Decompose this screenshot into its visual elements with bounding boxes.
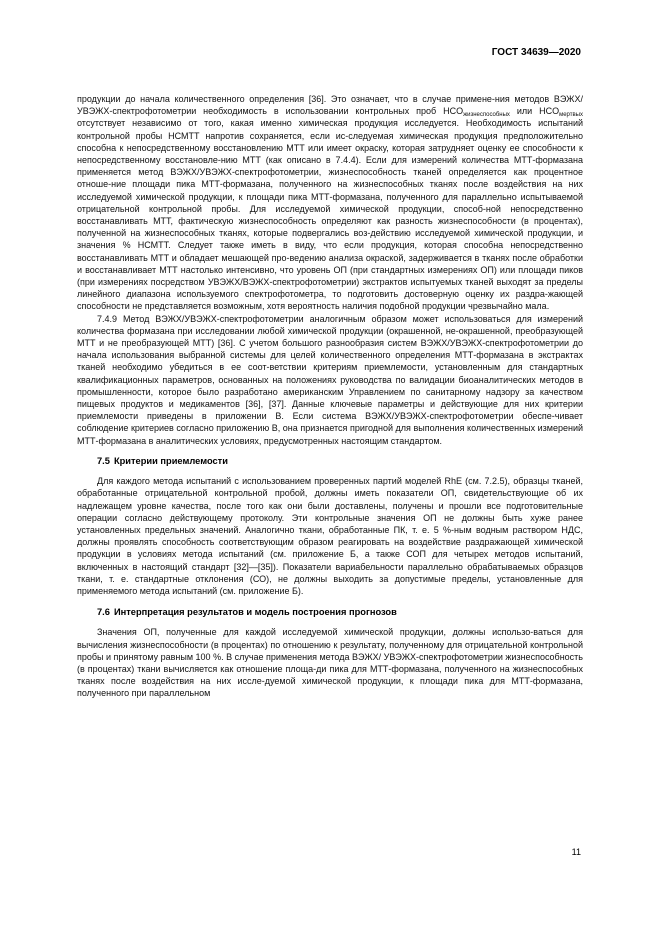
section-heading-7-5 xyxy=(77,455,583,467)
paragraph-1 xyxy=(77,93,583,313)
section-title: Критерии приемлемости xyxy=(113,455,228,466)
section-number: 7.6 xyxy=(97,607,110,618)
page-number: 11 xyxy=(571,847,581,857)
subscript-viable: жизнеспособных xyxy=(463,112,510,119)
subscript-dead: мертвых xyxy=(559,112,583,119)
paragraph-1-text-c: отсутствует независимо от того, какая именно химическая продукция исследуется. Необходимость испытаний контрольной пробы НСМТТ напротив сохраняется, если ис-следуемая химическая продукция предположительно способна к непосредственному восстановлению МТТ или имеет окраску, которая затрудняет оценку ее способности к непосредственному восстановле-нию МТТ (как описано в 7.4.4). Если для измерений количества МТТ-формазана применяется метод ВЭЖХ/УВЭЖХ-спектрофотометрии, жизнеспособность тканей определяется как процентное отноше-ние площади пика МТТ-формазана, полученного на жизнеспособных тканях после воздействия на них исследуемой химической продукции, к площади пика МТТ-формазана, полученного для параллельно испытываемой отрицательной контрольной пробы. Для исследуемой химической продукции, способ-ной непосредственно восстанавливать МТТ, фактическую жизнеспособность определяют как разность жизнеспособности (в процентах), полученной на жизнеспособных тканях, которые подвергались воз-действию исследуемой химической продукции, и значения % НСМТТ. Следует также иметь в виду, что если продукция, которая способна непосредственно восстанавливать МТТ и обладает мешающей про-ведению анализа окраской, задерживается в тканях после обработки и восстанавливает МТТ настолько интенсивно, что уровень ОП (при стандартных измерениях ОП) или площади пиков (при измерениях посредством УВЭЖХ/ВЭЖХ-спектрофотометрии) экстрактов испытуемых тканей выходят за пределы линейного диапазона используемого спектрофотометра, то подготовить достоверную оценку их раздра-жающей способности не представляется возможным, хотя вероятность наличия подобной продукции чрезвычайно мала. xyxy=(77,118,583,312)
document-body xyxy=(77,93,583,700)
section-number: 7.5 xyxy=(97,455,110,466)
paragraph-1-text-b: или HCO xyxy=(509,106,560,117)
paragraph-acceptance-criteria: Для каждого метода испытаний с использованием проверенных партий моделей RhE (см. 7.2.5), образцы тканей, обработанные отрицательной контрольной пробой, должны иметь показатели ОП, свидетельствующие об их надлежащем уровне качества, после того как они были доставлены, получены и прошли все подготовительные операции согласно действующему протоколу. Эти контрольные значения ОП не должны быть хуже ранее установленных предельных значений. Аналогично ткани, обработанные ПК, т. е. 5 %-ным водным раствором НДС, должны проявлять способность соответствующим образом реагировать на воздействие раздражающей химической продукции в условиях метода испытаний (см. приложение Б, а также СОП для четырех методов испытаний, включенных в настоящий стандарт [32]—[35]). Показатели вариабельности параллельно обрабатываемых образцов ткани, т. е. стандартные отклонения (СО), не должны выходить за допустимые пределы, установленные для применяемого метода испытаний (см. приложение Б). xyxy=(77,476,583,596)
standard-designation: ГОСТ 34639—2020 xyxy=(491,47,581,58)
paragraph-interpretation: Значения ОП, полученные для каждой исследуемой химической продукции, должны использо-ваться для вычисления жизнеспособности (в процентах) по отношению к результату, полученному для отрицательной контрольной пробы и принятому равным 100 %. В случае применения метода ВЭЖХ/ УВЭЖХ-спектрофотометрии жизнеспособность (в процентах) ткани вычисляется как отношение площа-ди пика для МТТ-формазана, полученного на жизнеспособных тканях после воздействия на них иссле-дуемой химической продукции, к площади пика для МТТ-формазана, полученного при параллельном xyxy=(77,627,583,699)
section-title: Интерпретация результатов и модель построения прогнозов xyxy=(113,607,397,618)
paragraph-7-4-9: 7.4.9 Метод ВЭЖХ/УВЭЖХ-спектрофотометрии аналогичным образом может использоваться для измерений количества формазана при исследовании любой химической продукции (окрашенной, не-окрашенной, преобразующей МТТ и не преобразующей МТТ) [36]. С учетом большого разнообразия систем ВЭЖХ/УВЭЖХ-спектрофотометрии до начала использования выбранной системы для целей количественного определения МТТ-формазана в экстрактах тканей необходимо убедиться в ее соот-ветствии критериям приемлемости, установленным для стандартных квалификационных параметров, основанных на положениях руководства по валидации биоаналитических методов в промышленности, которое было разработано американским Управлением по санитарному надзору за качеством пищевых продуктов и медикаментов [36], [37]. Данные ключевые параметры и действующие для них критерии приемлемости приведены в приложении В. Если система ВЭЖХ/УВЭЖХ-спектрофотометрии обеспе-чивает соблюдение критериев согласно приложению В, она признается пригодной для выполнения количественных измерений МТТ-формазана в аналитических условиях, предусмотренных настоящим стандартом. xyxy=(77,313,583,446)
paragraph-1-text-a: продукции до начала количественного определения [36]. Это означает, что в случае примене-ния методов ВЭЖХ/УВЭЖХ-спектрофотометрии необходимость в использовании контрольных проб HCO xyxy=(77,94,583,117)
section-heading-7-6 xyxy=(77,606,583,618)
